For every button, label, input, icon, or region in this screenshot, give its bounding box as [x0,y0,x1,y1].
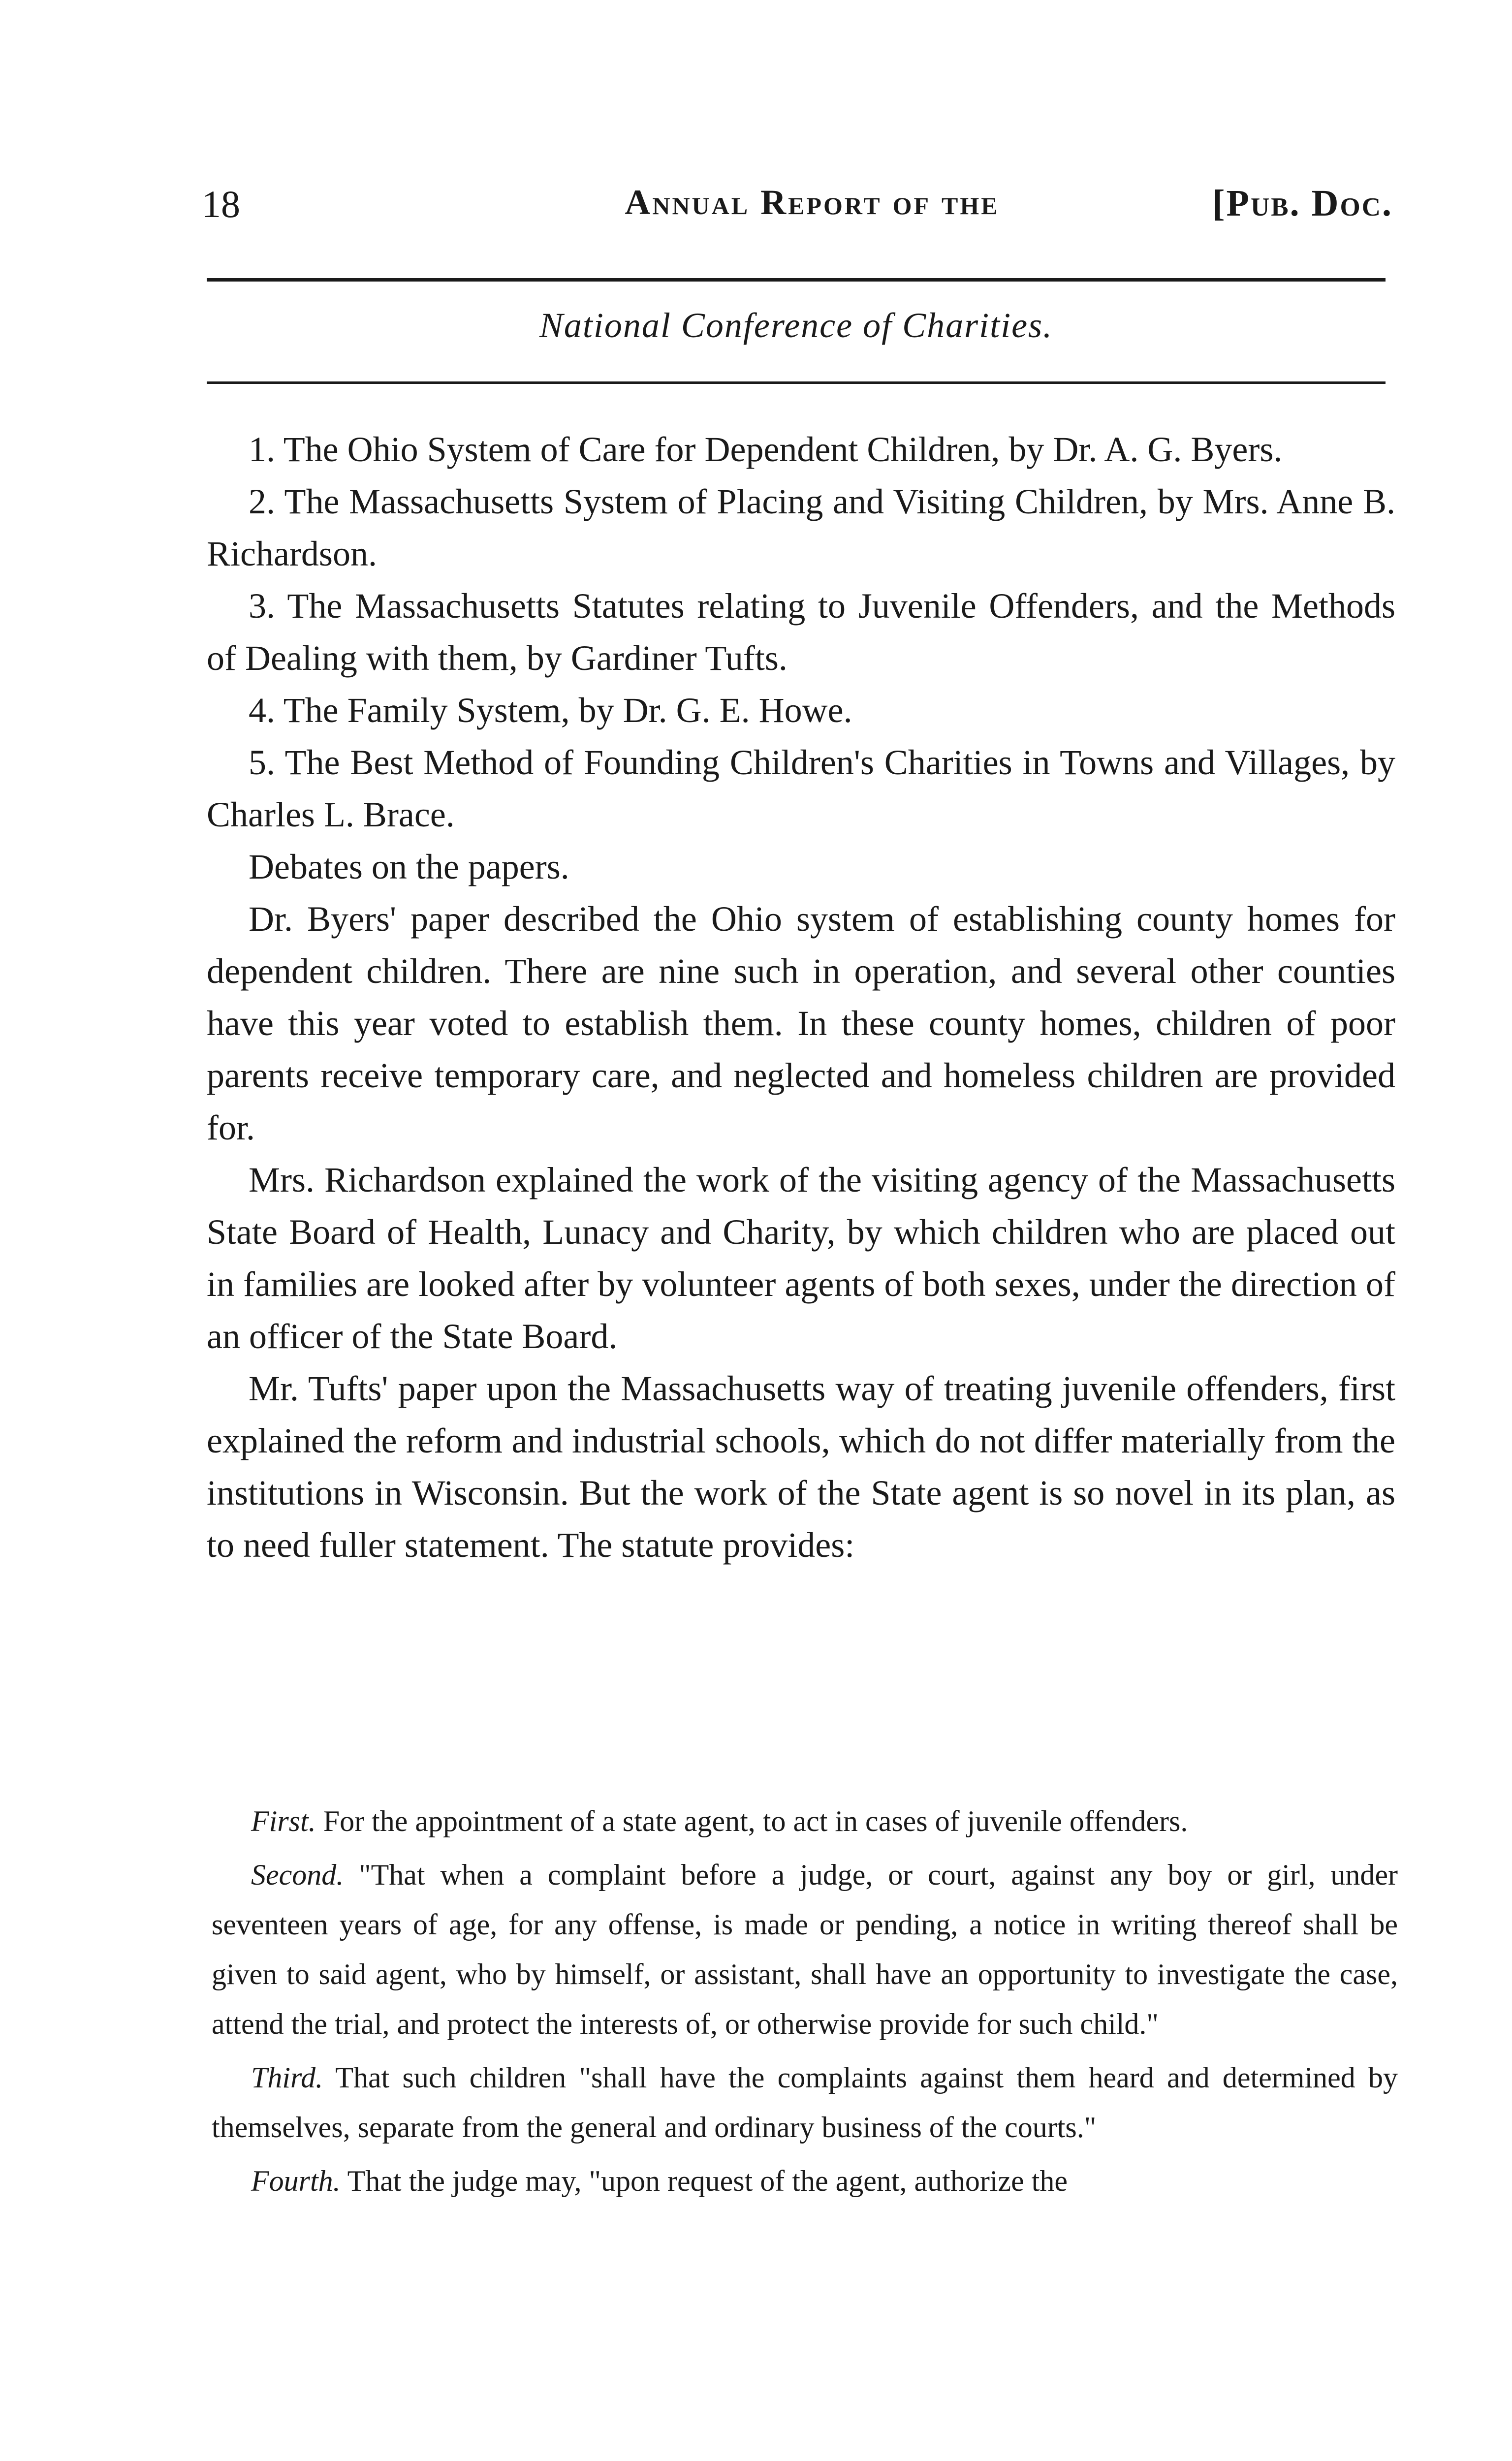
statute-item [212,1797,1398,1846]
list-item: 1. The Ohio System of Care for Dependent Children, by Dr. A. G. Byers. [249,430,1283,469]
statute-text: For the appointment of a state agent, to act in cases of juvenile offenders. [323,1805,1188,1837]
list-item: 2. The Massachusetts System of Placing and Visiting Children, by Mrs. Anne B. Richardson. [207,482,1395,573]
paragraph: Mrs. Richardson explained the work of the visiting agency of the Massachusetts State Board of Health, Lunacy and Charity, by which children who are placed out in families are looked after by volunteer agents of both sexes, under the direction of an officer of the State Board. [207,1160,1395,1356]
paragraph: Mr. Tufts' paper upon the Massachusetts way of treating juvenile offenders, first explained the reform and industrial schools, which do not differ materially from the institutions in Wisconsin. But the work of the State agent is so novel in its plan, as to need fuller statement. The statute provides: [207,1369,1395,1565]
statute-lead: Fourth. [251,2165,341,2197]
statute-lead: Second. [251,1859,344,1891]
statute-item [212,1850,1398,2049]
top-rule [207,278,1386,282]
statute-text: That the judge may, "upon request of the agent, authorize the [347,2165,1068,2197]
list-item: 3. The Massachusetts Statutes relating to Juvenile Offenders, and the Methods of Dealing with them, by Gardiner Tufts. [207,586,1395,678]
body-text [207,423,1395,1571]
running-head [202,182,1393,236]
page-number: 18 [202,183,240,225]
list-item: 4. The Family System, by Dr. G. E. Howe. [249,691,852,730]
list-item: 5. The Best Method of Founding Children's Charities in Towns and Villages, by Charles L. Brace. [207,743,1395,834]
section-title: National Conference of Charities. [539,306,1053,345]
running-title: Annual Report of the [625,183,1000,222]
statute-lead: Third. [251,2061,323,2094]
paragraph: Dr. Byers' paper described the Ohio system of establishing county homes for dependent children. There are nine such in operation, and several other counties have this year voted to establish them. In these county homes, children of poor parents receive temporary care, and neglected and homeless children are provided for. [207,899,1395,1147]
statute-text: "That when a complaint before a judge, or court, against any boy or girl, under seventeen years of age, for any offense, is made or pending, a notice in writing thereof shall be given to said agent, who by himself, or assistant, shall have an opportunity to investigate the case, attend the trial, and protect the interests of, or otherwise provide for such child." [212,1859,1398,2040]
statute-lead: First. [251,1805,316,1837]
statute-text: That such children "shall have the complaints against them heard and determined by themselves, separate from the general and ordinary business of the courts." [212,2061,1398,2144]
statute-item [212,2053,1398,2152]
bottom-rule [207,381,1386,384]
statute-provisions [212,1797,1398,2210]
document-designation: [Pub. Doc. [1212,183,1393,224]
debates-line: Debates on the papers. [249,847,569,886]
statute-item [212,2156,1398,2206]
